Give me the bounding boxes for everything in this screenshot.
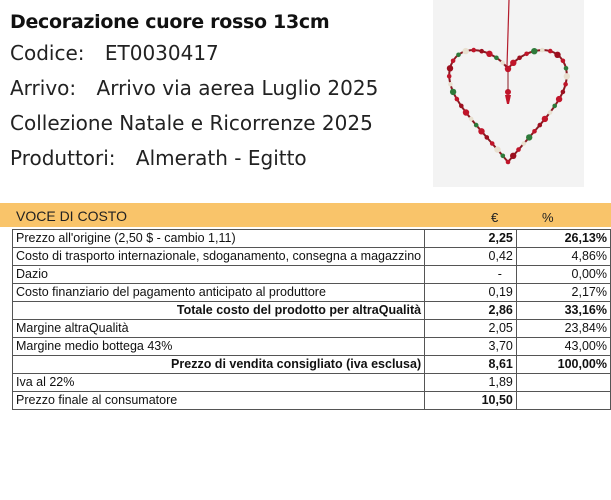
arrival-value: Arrivo via aerea Luglio 2025 [96,76,379,100]
bead [510,60,516,66]
product-collection: Collezione Natale e Ricorrenze 2025 [10,111,373,135]
bead [506,160,511,165]
producers-value: Almerath - Egitto [135,146,307,170]
table-row-suggested-price [13,356,611,374]
row-label: Iva al 22% [13,374,425,392]
row-eur: 10,50 [425,392,517,410]
bead [485,135,490,140]
bead [522,141,527,146]
heart-ornament-image [433,0,584,187]
producers-label: Produttori: [10,146,116,170]
bead [564,66,569,71]
row-label: Costo di trasporto internazionale, sdoganamento, consegna a magazzino [13,248,425,266]
bead [447,65,453,71]
row-pct: 4,86% [516,248,610,266]
table-row [13,230,611,248]
product-arrival-line [10,71,430,106]
bead [517,56,522,61]
bead [510,153,516,159]
bead [463,48,469,54]
bead [516,147,521,152]
cost-table [12,229,611,410]
bead [469,117,474,122]
bead [448,82,453,87]
row-eur: 2,05 [425,320,517,338]
header-voce-di-costo: VOCE DI COSTO [16,208,127,224]
row-eur: - [425,266,517,284]
bead [552,104,557,109]
table-row [13,266,611,284]
bead [455,97,460,102]
row-pct: 100,00% [516,356,610,374]
table-row [13,374,611,392]
bead [561,90,566,95]
row-eur: 0,19 [425,284,517,302]
bead [486,51,492,57]
row-label: Prezzo di vendita consigliato (iva esclusa) [13,356,425,374]
bead [531,48,537,54]
bead [548,110,553,115]
product-photo [433,0,584,187]
bead [554,52,560,58]
bead [540,48,545,53]
bead [532,129,537,134]
product-producers-line [10,141,430,176]
row-pct: 26,13% [516,230,610,248]
row-pct: 23,84% [516,320,610,338]
bead [500,61,505,66]
row-label: Totale costo del prodotto per altraQualità [13,302,425,320]
bead [459,104,464,109]
row-pct [516,392,610,410]
table-row [13,284,611,302]
row-label: Prezzo finale al consumatore [13,392,425,410]
bead [456,53,461,58]
row-label: Dazio [13,266,425,284]
code-value: ET0030417 [104,41,219,65]
row-eur: 0,42 [425,248,517,266]
bead [447,74,452,79]
arrival-label: Arrivo: [10,76,77,100]
row-pct: 33,16% [516,302,610,320]
row-pct: 2,17% [516,284,610,302]
row-label: Margine medio bottega 43% [13,338,425,356]
row-eur: 1,89 [425,374,517,392]
bead [524,52,529,57]
row-eur: 8,61 [425,356,517,374]
row-label: Costo finanziario del pagamento anticipato al produttore [13,284,425,302]
bead [563,82,568,87]
bead [450,89,456,95]
table-row [13,338,611,356]
bead [564,73,570,79]
code-label: Codice: [10,41,85,65]
row-eur: 2,86 [425,302,517,320]
cost-table-header [0,203,611,227]
table-row-total-cost [13,302,611,320]
table-row [13,248,611,266]
bead [479,49,484,54]
row-pct: 43,00% [516,338,610,356]
row-pct: 0,00% [516,266,610,284]
product-code-line [10,36,430,71]
product-title: Decorazione cuore rosso 13cm [10,11,330,33]
table-row [13,320,611,338]
bead [556,96,562,102]
bead [501,154,506,159]
bead [505,66,511,72]
bead [478,128,484,134]
row-eur: 3,70 [425,338,517,356]
bead [526,134,532,140]
bead [474,123,479,128]
bead [548,49,553,54]
bead [451,59,456,64]
row-eur: 2,25 [425,230,517,248]
bead [463,109,469,115]
bead [490,141,495,146]
bead [494,146,500,152]
header-percent: % [542,210,554,225]
header-euro: € [491,210,499,225]
bead [471,48,476,53]
row-label: Margine altraQualità [13,320,425,338]
row-label: Prezzo all'origine (2,50 $ - cambio 1,11) [13,230,425,248]
bead [494,56,499,61]
row-pct [516,374,610,392]
product-info [10,8,430,176]
bead [542,116,548,122]
bead [561,59,566,64]
table-row-final-price [13,392,611,410]
bead [538,123,543,128]
